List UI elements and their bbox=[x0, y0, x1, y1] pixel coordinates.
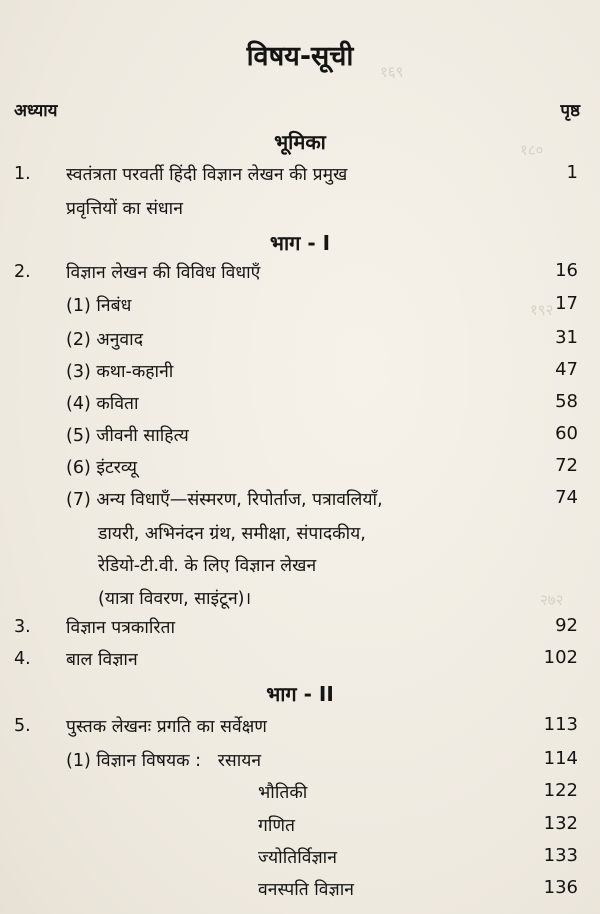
entry-page-number: 47 bbox=[555, 359, 578, 380]
entry-title-line: (6) इंटरव्यू bbox=[66, 458, 138, 478]
entry-title-line: स्वतंत्रता परवर्ती हिंदी विज्ञान लेखन की प्रमुख bbox=[66, 165, 348, 185]
bleed-through-decoration: १८० bbox=[520, 141, 544, 159]
entry-number: 4. bbox=[14, 649, 31, 669]
entry-page-number: 17 bbox=[555, 293, 578, 314]
entry-title-line: (5) जीवनी साहित्य bbox=[66, 426, 189, 446]
entry-title-line: वनस्पति विज्ञान bbox=[258, 880, 354, 900]
entry-page-number: 132 bbox=[543, 813, 578, 834]
entry-title-line: बाल विज्ञान bbox=[66, 650, 138, 670]
page-column-header: पृष्ठ bbox=[560, 101, 580, 121]
entry-title-line: (1) विज्ञान विषयक : रसायन bbox=[66, 751, 262, 771]
entry-title-line: (4) कविता bbox=[66, 394, 139, 414]
chapter-column-header: अध्याय bbox=[14, 101, 58, 121]
entry-page-number: 16 bbox=[555, 260, 578, 281]
entry-page-number: 60 bbox=[555, 423, 578, 444]
entry-title-line: भौतिकी bbox=[258, 783, 308, 803]
entry-title-line: पुस्तक लेखनः प्रगति का सर्वेक्षण bbox=[66, 717, 267, 737]
entry-page-number: 58 bbox=[555, 391, 578, 412]
page-title: विषय-सूची bbox=[246, 41, 354, 72]
entry-number: 1. bbox=[14, 164, 31, 184]
entry-title-line: (1) निबंध bbox=[66, 296, 132, 316]
entry-page-number: 74 bbox=[555, 487, 578, 508]
entry-title-line: (7) अन्य विधाएँ—संस्मरण, रिपोर्ताज, पत्रावलियाँ, bbox=[66, 490, 383, 510]
entry-page-number: 1 bbox=[566, 162, 578, 183]
entry-title-line: (2) अनुवाद bbox=[66, 330, 143, 350]
bleed-through-decoration: १६९ bbox=[380, 63, 404, 81]
entry-title-line: विज्ञान पत्रकारिता bbox=[66, 618, 176, 638]
entry-title-line: (यात्रा विवरण, साइंटून)। bbox=[98, 589, 252, 609]
entry-title-line: प्रवृत्तियों का संधान bbox=[66, 199, 183, 219]
section-heading-intro: भूमिका bbox=[274, 130, 326, 154]
entry-page-number: 122 bbox=[543, 780, 578, 801]
bleed-through-decoration: १९२ bbox=[530, 301, 554, 319]
entry-page-number: 31 bbox=[555, 327, 578, 348]
entry-title-line: ज्योतिर्विज्ञान bbox=[258, 848, 337, 868]
entry-title-line: रेडियो-टी.वी. के लिए विज्ञान लेखन bbox=[98, 556, 317, 576]
entry-title-line: विज्ञान लेखन की विविध विधाएँ bbox=[66, 263, 261, 283]
section-heading-part1: भाग - I bbox=[269, 231, 331, 255]
entry-title-line: (3) कथा-कहानी bbox=[66, 362, 174, 382]
section-heading-part2: भाग - II bbox=[266, 682, 334, 706]
entry-number: 5. bbox=[14, 716, 31, 736]
entry-page-number: 113 bbox=[543, 714, 578, 735]
entry-title-line: गणित bbox=[258, 816, 296, 836]
entry-page-number: 72 bbox=[555, 455, 578, 476]
entry-page-number: 102 bbox=[543, 647, 578, 668]
entry-page-number: 136 bbox=[543, 877, 578, 898]
entry-page-number: 92 bbox=[555, 615, 578, 636]
entry-number: 2. bbox=[14, 262, 31, 282]
bleed-through-decoration: २७२ bbox=[540, 591, 564, 609]
entry-title-line: डायरी, अभिनंदन ग्रंथ, समीक्षा, संपादकीय, bbox=[98, 524, 366, 544]
entry-page-number: 114 bbox=[543, 748, 578, 769]
entry-number: 3. bbox=[14, 617, 31, 637]
entry-page-number: 133 bbox=[543, 845, 578, 866]
